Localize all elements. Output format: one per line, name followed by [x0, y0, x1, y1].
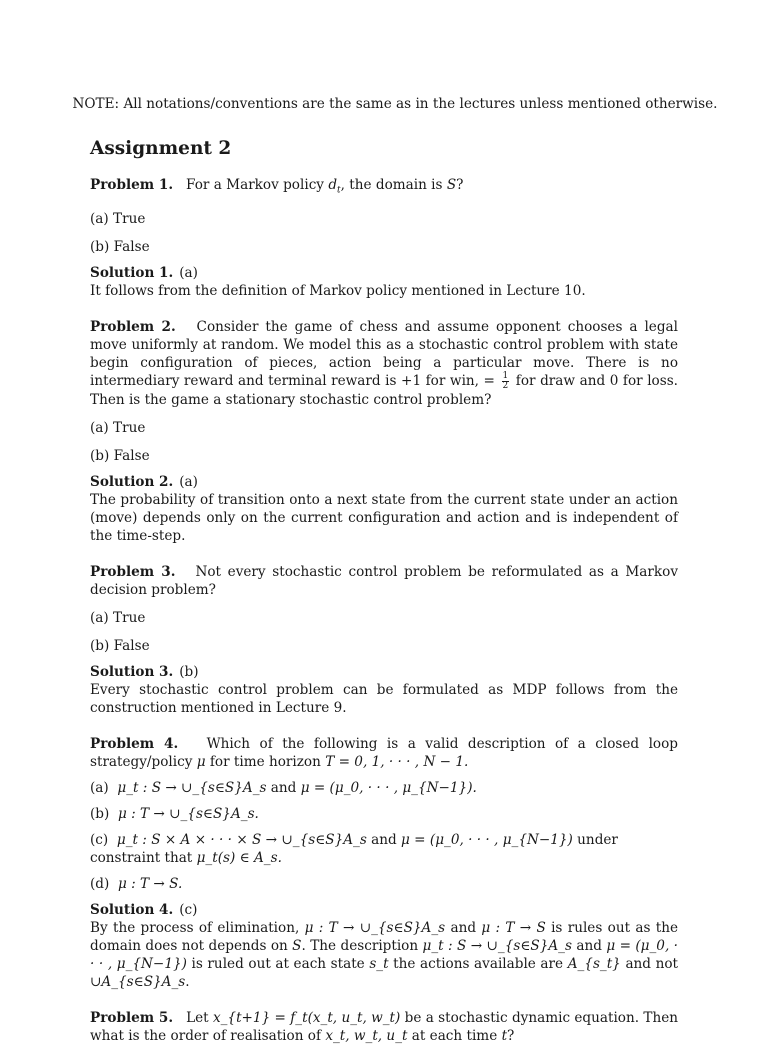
problem-4-text-b: for time horizon — [205, 753, 326, 770]
problem-1 — [90, 176, 678, 200]
solution-4: Solution 4. (c) By the process of elimination, μ : T → ∪_{s∈S}A_s and μ : T → S is rules out as the domain does not depends on S. The description μ_t : S → ∪_{s∈S}A_s and μ = (μ_0, · · · , μ_{N−1}) is ruled out at each state s_t the actions available are A_{s_t} and not ∪A_{s∈S}A_s. — [90, 901, 679, 990]
problem-5-label: Problem 5. — [90, 1009, 174, 1026]
problem-2-option-a: (a) True — [90, 419, 146, 436]
solution-3 — [90, 663, 678, 717]
assignment-content — [90, 176, 678, 1045]
solution-1 — [90, 264, 678, 300]
math-time-horizon: T = 0, 1, · · · , N − 1. — [325, 753, 469, 770]
problem-5: Problem 5. Let x_{t+1} = f_t(x_t, u_t, w_t) be a stochastic dynamic equation. Then what is the order of realisation of x_t, w_t, u_t at each time t? — [90, 1009, 679, 1044]
fraction-one-half: $\frac{1}{2}$ — [502, 370, 509, 391]
problem-1-option-b: (b) False — [90, 238, 150, 255]
solution-1-text: It follows from the definition of Markov policy mentioned in Lecture 10. — [90, 282, 586, 299]
problem-1-text: For a Markov policy — [186, 177, 329, 193]
page-title: Assignment 2 — [90, 138, 232, 159]
problem-1-text-c: ? — [456, 177, 464, 193]
problem-3-option-b: (b) False — [90, 637, 150, 654]
solution-1-answer: (a) — [179, 264, 198, 281]
solution-2 — [90, 473, 678, 545]
problem-2-text: Consider the game of chess and assume opponent chooses a legal move uniformly at random. We model this as a stochastic control problem with state begin configuration of pieces, action being a particular move. There is no intermediary reward and terminal reward is +1 for win, = — [90, 318, 678, 389]
problem-4 — [90, 735, 678, 771]
math-dynamic-equation: x_{t+1} = f_t(x_t, u_t, w_t) — [212, 1009, 401, 1026]
problem-2 — [90, 318, 678, 409]
solution-2-text: The probability of transition onto a next state from the current state under an action (move) depends only on the current configuration and action and is independent of the time-step. — [90, 491, 678, 544]
problem-1-label: Problem 1. — [90, 177, 174, 193]
solution-3-answer: (b) — [179, 663, 199, 680]
problem-3-text: Not every stochastic control problem be reformulated as a Markov decision problem? — [90, 563, 679, 598]
problem-3 — [90, 563, 678, 599]
solution-4-answer: (c) — [179, 901, 198, 918]
problem-4-option-a: (a) μ_t : S → ∪_{s∈S}A_s and μ = (μ_0, · · · , μ_{N−1}). — [90, 779, 477, 796]
problem-3-label: Problem 3. — [90, 563, 176, 580]
problem-3-option-a: (a) True — [90, 609, 146, 626]
solution-3-text: Every stochastic control problem can be formulated as MDP follows from the construction mentioned in Lecture 9. — [90, 681, 678, 716]
problem-4-option-b: (b) μ : T → ∪_{s∈S}A_s. — [90, 805, 259, 822]
math-S: S — [446, 177, 457, 193]
problem-2-option-b: (b) False — [90, 447, 150, 464]
math-dt: $d_t$ — [328, 177, 341, 196]
problem-4-label: Problem 4. — [90, 735, 179, 752]
solution-4-label: Solution 4. — [90, 901, 174, 918]
solution-2-answer: (a) — [179, 473, 198, 490]
problem-1-text-b: , the domain is — [340, 177, 447, 193]
solution-2-label: Solution 2. — [90, 473, 174, 490]
problem-2-label: Problem 2. — [90, 318, 176, 335]
solution-3-label: Solution 3. — [90, 663, 174, 680]
math-mu: μ — [196, 753, 206, 770]
problem-2-text-b: for draw and 0 for loss. Then is the game a stationary stochastic control problem? — [90, 372, 679, 408]
problem-4-text: Which of the following is a valid description of a closed loop strategy/policy — [90, 735, 678, 770]
problem-4-option-d: (d) μ : T → S. — [90, 875, 183, 892]
solution-1-label: Solution 1. — [90, 264, 174, 281]
note-text: NOTE: All notations/conventions are the same as in the lectures unless mentioned otherwise. — [72, 96, 718, 112]
problem-1-option-a: (a) True — [90, 210, 146, 227]
problem-4-option-c: (c) μ_t : S × A × · · · × S → ∪_{s∈S}A_s and μ = (μ_0, · · · , μ_{N−1}) under constraint that μ_t(s) ∈ A_s. — [90, 831, 618, 866]
